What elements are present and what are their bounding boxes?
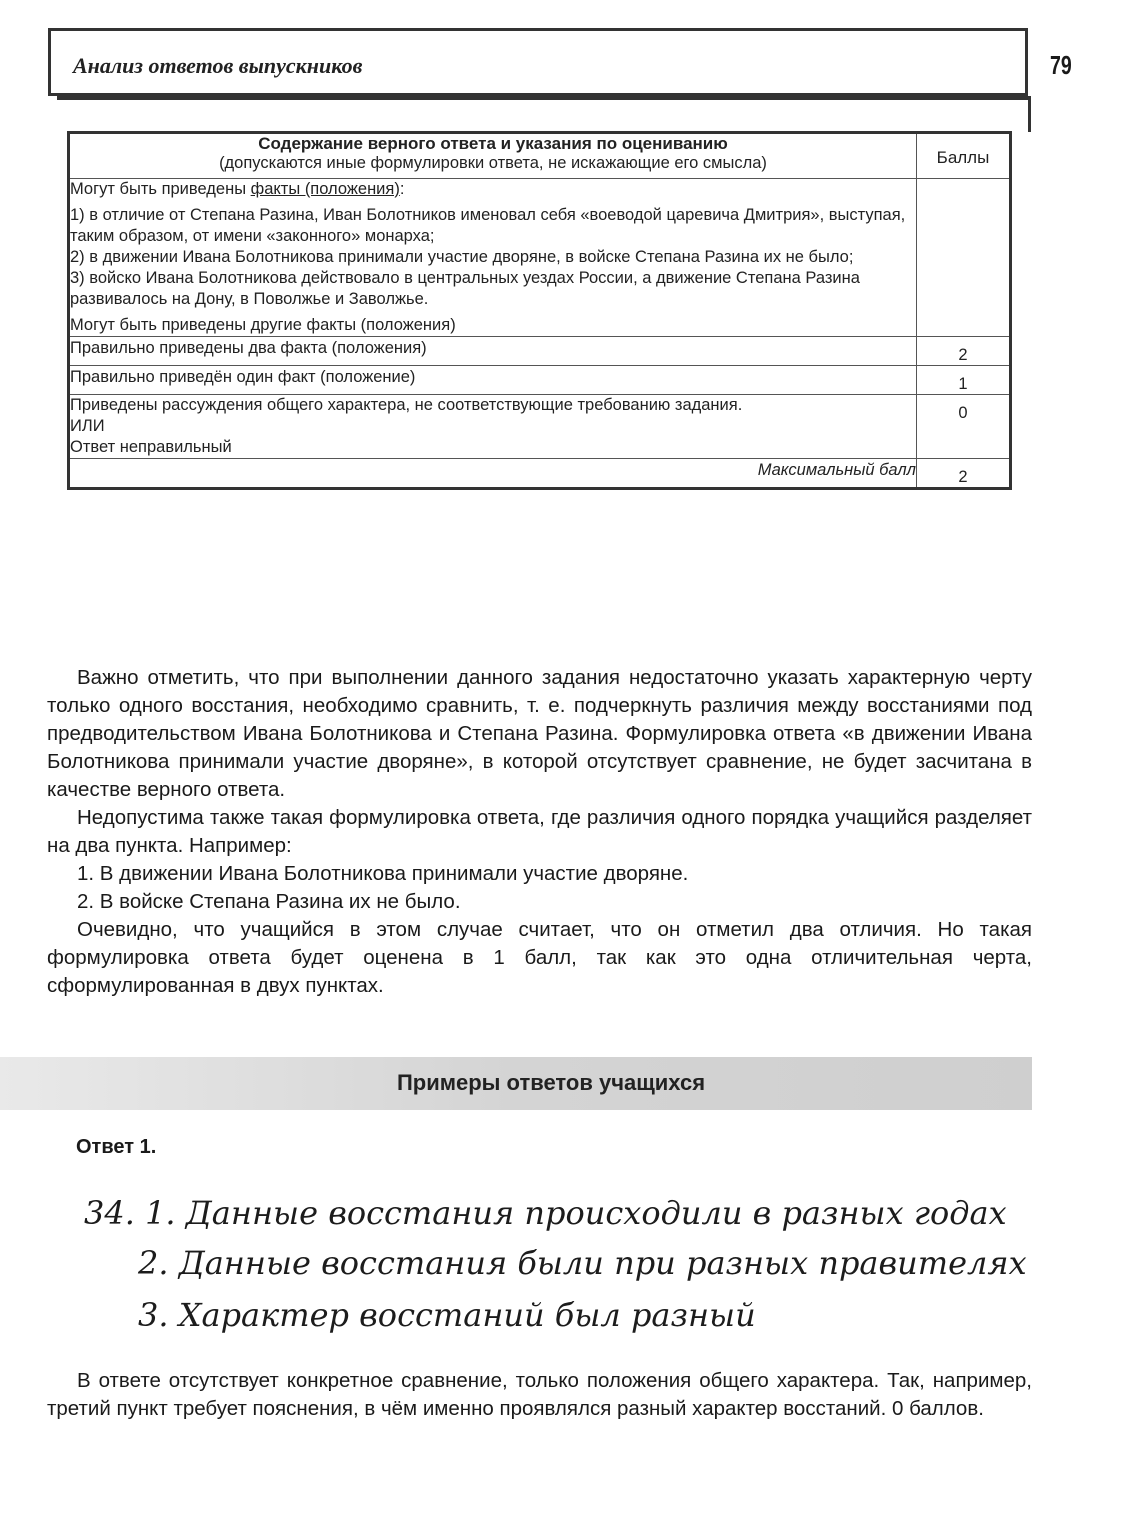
table-row bbox=[69, 179, 1011, 337]
fact-item: 2) в движении Ивана Болотникова принимали участие дворяне, в войске Степана Разина их не было; bbox=[70, 248, 854, 266]
max-score-value: 2 bbox=[917, 459, 1011, 489]
body-text bbox=[47, 664, 1032, 1000]
table-row bbox=[69, 395, 1011, 459]
facts-outro: Могут быть приведены другие факты (положения) bbox=[70, 316, 456, 334]
handwritten-line-3: 3. Характер восстаний был разный bbox=[138, 1296, 756, 1334]
facts-intro: Могут быть приведены факты (положения): bbox=[70, 180, 405, 198]
table-row bbox=[69, 459, 1011, 489]
running-header-title: Анализ ответов выпускников bbox=[73, 53, 363, 78]
score-cell: 0 bbox=[917, 395, 1011, 459]
table-row bbox=[69, 366, 1011, 395]
facts-cell bbox=[69, 179, 917, 337]
answer-label: Ответ 1. bbox=[76, 1136, 157, 1158]
empty-score-cell bbox=[917, 179, 1011, 337]
page-number: 79 bbox=[1050, 50, 1072, 80]
content-column-header bbox=[69, 133, 917, 179]
table-row bbox=[69, 337, 1011, 366]
conclusion-text: В ответе отсутствует конкретное сравнение, только положения общего характера. Так, например, третий пункт требует пояснения, в чём именно проявлялся разный характер восстаний. 0 баллов. bbox=[47, 1369, 1032, 1420]
criterion-wrong: Ответ неправильный bbox=[70, 438, 232, 456]
grading-table bbox=[67, 131, 1012, 490]
paragraph: Очевидно, что учащийся в этом случае считает, что он отметил два отличия. Но такая формулировка ответа будет оценена в 1 балл, так как это одна отличительная черта, сформулированная в двух пунктах. bbox=[47, 918, 1032, 997]
criterion-cell: Правильно приведены два факта (положения) bbox=[69, 337, 917, 366]
score-cell: 1 bbox=[917, 366, 1011, 395]
list-item: 1. В движении Ивана Болотникова принимали участие дворяне. bbox=[77, 862, 689, 885]
margin-rule bbox=[1028, 96, 1031, 132]
score-cell: 2 bbox=[917, 337, 1011, 366]
handwritten-line-2: 2. Данные восстания были при разных правителях bbox=[138, 1244, 1027, 1282]
fact-item: 3) войско Ивана Болотникова действовало в центральных уездах России, а движение Степана Разина развивалось на Дону, в Поволжье и Заволжье. bbox=[70, 269, 860, 308]
list-item: 2. В войске Степана Разина их не было. bbox=[77, 890, 461, 913]
section-title: Примеры ответов учащихся bbox=[396, 1070, 706, 1095]
criterion-cell bbox=[69, 395, 917, 459]
max-score-label: Максимальный балл bbox=[69, 459, 917, 489]
handwritten-line-1: 34. 1. Данные восстания происходили в разных годах bbox=[84, 1194, 1007, 1232]
table-header-row bbox=[69, 133, 1011, 179]
running-header bbox=[48, 28, 1028, 96]
handwritten-answer bbox=[80, 1180, 1027, 1360]
content-column-title: Содержание верного ответа и указания по оцениванию bbox=[258, 134, 728, 153]
paragraph: Недопустима также такая формулировка ответа, где различия одного порядка учащийся разделяет на два пункта. Например: bbox=[47, 806, 1032, 857]
paragraph: Важно отметить, что при выполнении данного задания недостаточно указать характерную черту только одного восстания, необходимо сравнить, т. е. подчеркнуть различия между восстаниями под предводительством Ивана Болотникова и Степана Разина. Формулировка ответа «в движении Ивана Болотникова принимали участие дворяне», в которой отсутствует сравнение, не будет засчитана в качестве верного ответа. bbox=[47, 666, 1032, 801]
content-column-subtitle: (допускаются иные формулировки ответа, не искажающие его смысла) bbox=[219, 154, 767, 172]
conclusion bbox=[47, 1367, 1032, 1423]
score-column-header: Баллы bbox=[917, 133, 1011, 179]
criterion-cell: Правильно приведён один факт (положение) bbox=[69, 366, 917, 395]
criterion-text: Приведены рассуждения общего характера, не соответствующие требованию задания. bbox=[70, 396, 743, 414]
criterion-or: ИЛИ bbox=[70, 417, 105, 435]
fact-item: 1) в отличие от Степана Разина, Иван Болотников именовал себя «воеводой царевича Дмитрия», выступая, таким образом, от имени «законного» монарха; bbox=[70, 206, 906, 245]
